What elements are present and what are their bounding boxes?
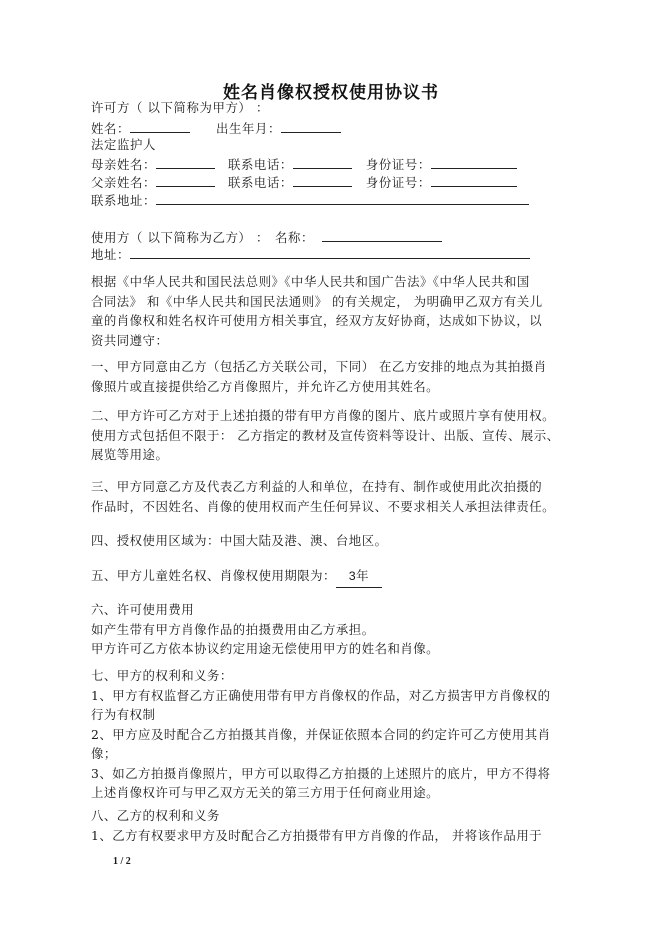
party-b-address-blank[interactable]	[130, 245, 530, 259]
mother-phone-blank[interactable]	[293, 155, 352, 169]
party-a-name-row	[91, 119, 341, 137]
clause-line: 三、甲方同意乙方及代表乙方利益的人和单位，在持有、制作或使用此次拍摄的	[91, 479, 543, 494]
party-b-address-row	[91, 245, 530, 263]
clause-line: 像照片或直接提供给乙方肖像照片，并允许乙方使用其姓名。	[91, 378, 440, 394]
clause-line: 一、甲方同意由乙方（包括乙方关联公司，下同） 在乙方安排的地点为其拍摄肖	[91, 359, 547, 374]
guardian-label: 法定监护人	[91, 137, 156, 152]
father-name-label: 父亲姓名：	[91, 175, 156, 190]
term-label: 五、甲方儿童姓名权、肖像权使用期限为：	[91, 568, 336, 583]
party-b-name-label: 名称：	[274, 230, 314, 245]
clause-line: 上述肖像权许可与甲乙双方无关的第三方用于任何商业用途。	[91, 785, 440, 800]
preamble-line: 合同法》 和《中华人民共和国民法通则》 的有关规定， 为明确甲乙双方有关儿	[91, 293, 543, 309]
father-id-label: 身份证号：	[365, 175, 431, 190]
clause-line: 作品时，不因姓名、肖像的使用权而产生任何异议、不要求相关人承担法律责任。	[91, 498, 556, 514]
address-label: 联系地址：	[91, 193, 156, 208]
preamble	[91, 272, 571, 350]
clause-5	[91, 566, 571, 588]
mother-row	[91, 155, 517, 173]
clause-1	[91, 357, 571, 396]
term-value[interactable]: 3年	[336, 567, 382, 588]
page-number: 1 / 2	[113, 856, 131, 867]
clause-line: 使用方式包括但不限于： 乙方指定的教材及宣传资料等设计、出版、宣传、展示、	[91, 427, 560, 443]
father-phone-label: 联系电话：	[227, 175, 293, 190]
mother-id-label: 身份证号：	[365, 157, 431, 172]
party-b-row	[91, 228, 442, 246]
clause-6	[91, 600, 571, 659]
father-row	[91, 173, 517, 191]
mother-name-label: 母亲姓名：	[91, 157, 156, 172]
clause-2	[91, 406, 571, 465]
clause-line: 1、乙方有权要求甲方及时配合乙方拍摄带有甲方肖像的作品， 并将该作品用于	[91, 827, 543, 843]
clause-line: 展览等用途。	[91, 447, 169, 462]
clause-line: 甲方许可乙方依本协议约定用途无偿使用甲方的姓名和肖像。	[91, 641, 440, 656]
clause-line: 行为有权制	[91, 707, 156, 722]
party-b-address-label: 地址：	[91, 247, 130, 262]
clause-8	[91, 806, 571, 845]
father-name-blank[interactable]	[156, 173, 215, 187]
clause-line: 2、甲方应及时配合乙方拍摄其肖像，并保证依照本合同的约定许可乙方使用其肖	[91, 726, 551, 742]
preamble-line: 童的肖像权和姓名权许可使用方相关事宜，经双方友好协商，达成如下协议，以	[91, 313, 543, 328]
birth-blank[interactable]	[281, 119, 341, 133]
father-phone-blank[interactable]	[293, 173, 352, 187]
clause-3	[91, 477, 571, 516]
clause-line: 1、甲方有权监督乙方正确使用带有甲方肖像权的作品，对乙方损害甲方肖像权的	[91, 687, 551, 703]
address-blank[interactable]	[156, 191, 529, 205]
clause-line: 七、甲方的权利和义务：	[91, 668, 233, 683]
preamble-line: 资共同遵守：	[91, 332, 169, 348]
clause-line: 四、授权使用区域为：中国大陆及港、澳、台地区。	[91, 533, 388, 548]
document-title: 姓名肖像权授权使用协议书	[223, 83, 439, 103]
clause-line: 像；	[91, 746, 117, 761]
preamble-line: 根据《中华人民共和国民法总则》《中华人民共和国广告法》《中华人民共和国	[91, 274, 530, 289]
mother-id-blank[interactable]	[431, 155, 517, 169]
address-row	[91, 191, 529, 209]
name-blank[interactable]	[130, 119, 190, 133]
name-label: 姓名：	[91, 121, 130, 136]
clause-line: 3、如乙方拍摄肖像照片，甲方可以取得乙方拍摄的上述照片的底片，甲方不得将	[91, 765, 551, 781]
clause-line: 二、甲方许可乙方对于上述拍摄的带有甲方肖像的图片、底片或照片享有使用权。	[91, 408, 556, 423]
mother-phone-label: 联系电话：	[227, 157, 293, 172]
birth-label: 出生年月：	[215, 121, 281, 136]
clause-line: 如产生带有甲方肖像作品的拍摄费用由乙方承担。	[91, 621, 375, 637]
father-id-blank[interactable]	[431, 173, 517, 187]
party-b-header: 使用方（ 以下简称为乙方） ：	[91, 230, 269, 245]
party-a-header: 许可方（ 以下简称为甲方） ：	[91, 100, 269, 115]
clause-line: 八、乙方的权利和义务	[91, 808, 220, 823]
clause-4	[91, 531, 571, 551]
mother-name-blank[interactable]	[156, 155, 215, 169]
clause-line: 六、许可使用费用	[91, 602, 195, 617]
clause-7	[91, 666, 571, 803]
party-b-name-blank[interactable]	[322, 228, 442, 242]
